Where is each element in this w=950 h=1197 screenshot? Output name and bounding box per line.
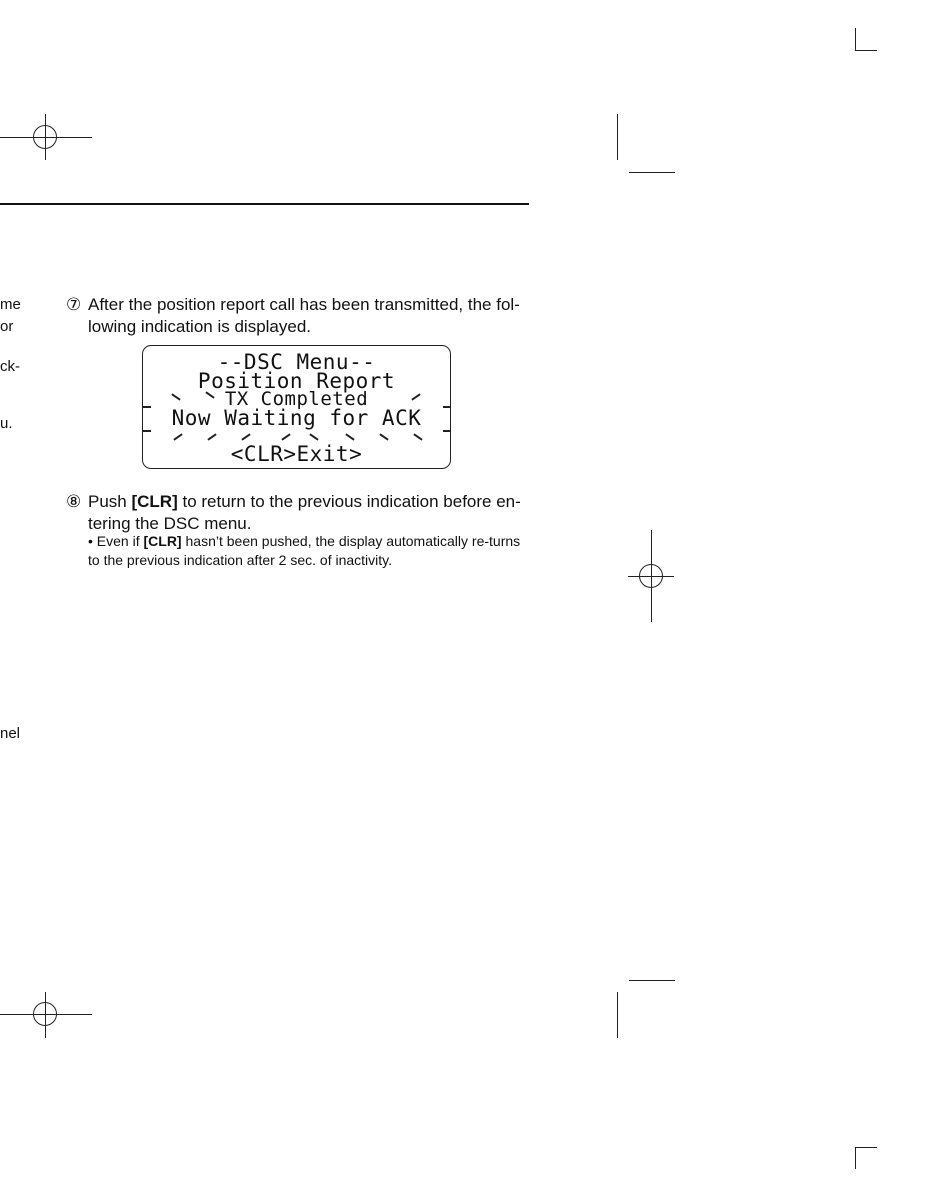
display-line-waiting: Now Waiting for ACK <box>171 406 422 430</box>
step-text-after: to return to the previous indication before en-tering the DSC menu. <box>88 492 521 533</box>
registration-mark-bottom-left-circle <box>33 1002 57 1026</box>
note-text-after: hasn’t been pushed, the display automatically re-turns to the previous indication after 2 sec. of inactivity. <box>88 533 521 568</box>
crop-mark-top-right-horizontal <box>855 50 877 51</box>
step-number: ⑧ <box>66 492 82 511</box>
bullet-icon: • <box>88 533 93 549</box>
blink-indicator-mark <box>443 430 451 432</box>
step-text: After the position report call has been transmitted, the fol-lowing indication is displayed. <box>88 295 520 336</box>
display-line-exit: <CLR>Exit> <box>230 442 363 466</box>
display-line-status-blinking: TX Completed <box>224 388 369 410</box>
display-line-title: --DSC Menu-- <box>217 350 376 374</box>
left-text-fragment: u. <box>0 415 13 432</box>
step-number: ⑦ <box>66 295 82 314</box>
blink-indicator-mark <box>345 433 354 440</box>
blink-indicator-mark <box>443 406 451 408</box>
blink-indicator-mark <box>309 433 318 440</box>
blink-indicator-mark <box>143 406 151 408</box>
crop-mark-bottom-right-horizontal <box>855 1147 877 1148</box>
left-text-fragment: nel <box>0 725 21 742</box>
note-text-before: Even if <box>96 533 144 549</box>
left-text-fragment: ck- <box>0 358 20 375</box>
blink-indicator-mark <box>173 433 182 440</box>
step-7 <box>66 294 536 338</box>
blink-indicator-mark <box>207 433 216 440</box>
crop-mark-bottom-right-vertical <box>855 1147 856 1169</box>
header-rule <box>0 203 529 205</box>
clr-key-label: [CLR] <box>143 533 182 549</box>
display-line-mode: Position Report <box>197 369 396 393</box>
registration-mark-right-top-hline <box>629 172 675 173</box>
crop-mark-top-right-vertical <box>855 28 856 50</box>
note-bullet-item <box>88 532 528 570</box>
registration-mark-right-bottom-hline <box>629 980 675 981</box>
blink-indicator-mark <box>413 433 422 440</box>
blink-indicator-mark <box>379 433 388 440</box>
blink-indicator-mark <box>281 433 290 440</box>
registration-mark-right-middle-circle <box>639 564 663 588</box>
lcd-display <box>142 345 451 469</box>
clr-key-label: [CLR] <box>131 492 178 511</box>
blink-indicator-mark <box>143 430 151 432</box>
left-text-fragment: me <box>0 296 21 313</box>
registration-mark-right-bottom-vline <box>617 992 618 1038</box>
step-8 <box>66 491 536 535</box>
registration-mark-right-top-vline <box>617 114 618 160</box>
left-text-fragment: or <box>0 318 14 335</box>
registration-mark-top-left-circle <box>33 125 57 149</box>
blink-indicator-mark <box>241 433 250 440</box>
step-text-before: Push <box>88 492 132 511</box>
step-text <box>66 491 536 535</box>
